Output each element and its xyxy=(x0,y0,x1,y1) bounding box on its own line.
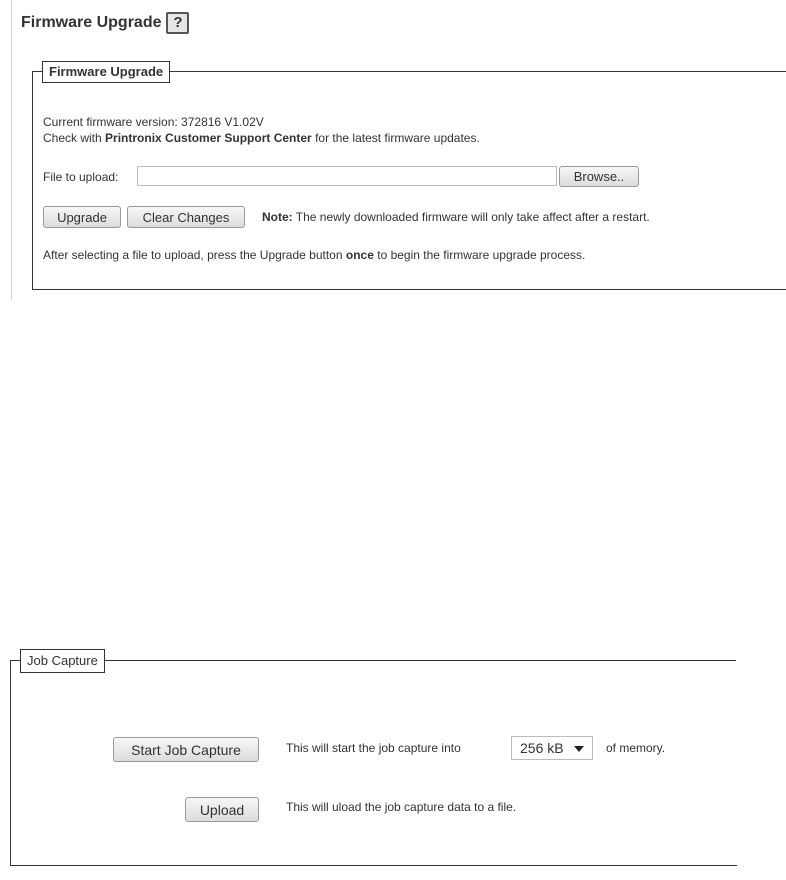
check-prefix: Check with xyxy=(43,131,102,145)
memory-size-select[interactable] xyxy=(511,736,593,760)
note-text: The newly downloaded firmware will only take affect after a restart. xyxy=(295,210,650,224)
clear-changes-button[interactable]: Clear Changes xyxy=(127,206,245,228)
start-job-capture-button[interactable]: Start Job Capture xyxy=(113,737,259,762)
job-capture-fieldset-top-border xyxy=(10,660,736,661)
job-capture-fieldset xyxy=(10,660,737,866)
file-upload-label: File to upload: xyxy=(43,170,119,184)
firmware-check-line xyxy=(43,131,480,145)
instructions-suffix: to begin the firmware upgrade process. xyxy=(377,248,586,262)
memory-size-value: 256 kB xyxy=(520,740,564,756)
memory-suffix: of memory. xyxy=(606,741,666,755)
upload-button[interactable]: Upload xyxy=(185,797,259,822)
upgrade-instructions xyxy=(43,248,585,262)
note-label: Note: xyxy=(262,210,293,224)
job-capture-legend: Job Capture xyxy=(20,649,105,673)
start-job-capture-description: This will start the job capture into xyxy=(286,741,461,755)
chevron-down-icon xyxy=(574,746,584,752)
instructions-bold: once xyxy=(345,248,374,262)
page-title xyxy=(21,12,189,34)
upload-description: This will uload the job capture data to a file. xyxy=(286,800,517,814)
restart-note xyxy=(262,210,650,224)
help-icon[interactable]: ? xyxy=(166,12,189,34)
check-suffix: for the latest firmware updates. xyxy=(315,131,480,145)
file-upload-input[interactable] xyxy=(137,166,557,186)
support-center-name: Printronix Customer Support Center xyxy=(105,131,312,145)
instructions-prefix: After selecting a file to upload, press the Upgrade button xyxy=(43,248,343,262)
firmware-version-line xyxy=(43,115,264,129)
firmware-version-value: 372816 V1.02V xyxy=(181,115,264,129)
firmware-legend: Firmware Upgrade xyxy=(42,61,170,83)
page-title-text: Firmware Upgrade xyxy=(21,14,162,31)
upgrade-button[interactable]: Upgrade xyxy=(43,206,121,228)
browse-button[interactable]: Browse.. xyxy=(559,166,639,187)
firmware-version-label: Current firmware version: xyxy=(43,115,178,129)
